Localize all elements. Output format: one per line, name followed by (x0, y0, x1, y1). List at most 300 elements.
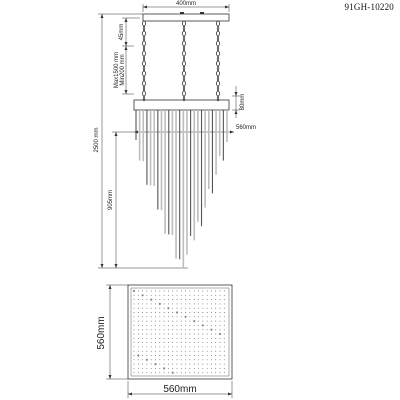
rod-dot (164, 338, 165, 339)
rod-dot (138, 291, 139, 292)
rod-dot (172, 291, 173, 292)
rod-dot (185, 355, 186, 356)
rod-dot (155, 368, 156, 369)
rod-dot (215, 308, 216, 309)
rod-dot (134, 303, 135, 304)
rod-dot (185, 303, 186, 304)
rod-dot (198, 303, 199, 304)
rod-dot (151, 303, 152, 304)
rod-dot (211, 338, 212, 339)
rod-dot (198, 372, 199, 373)
rod-dot (159, 334, 160, 335)
rod-dot (159, 372, 160, 373)
rod-dot (224, 368, 225, 369)
rod-dot (194, 312, 195, 313)
rod-dot (142, 329, 143, 330)
rod-dot (194, 325, 195, 326)
rod-dot (198, 325, 199, 326)
rod-dot (151, 329, 152, 330)
rod-dot (172, 303, 173, 304)
rod-dot (154, 363, 156, 365)
rod-dot (155, 342, 156, 343)
rod-dot (215, 334, 216, 335)
rod-dot (202, 324, 204, 326)
rod-dot (185, 325, 186, 326)
rod-dot (146, 303, 147, 304)
rod-dot (168, 299, 169, 300)
rod-dot (146, 342, 147, 343)
rod-dot (146, 316, 147, 317)
rod-dot (220, 368, 221, 369)
rod-dot (211, 342, 212, 343)
rod-dot (134, 299, 135, 300)
rod-dot (181, 338, 182, 339)
rod-dot (168, 316, 169, 317)
rod-dot (220, 346, 221, 347)
rod-dot (215, 338, 216, 339)
rod-dot (142, 294, 144, 296)
rod-dot (224, 291, 225, 292)
rod-dot (181, 325, 182, 326)
rod-dot (224, 312, 225, 313)
rod-dot (151, 325, 152, 326)
rod-dot (202, 364, 203, 365)
rod-dot (220, 316, 221, 317)
rod-dot (155, 295, 156, 296)
rod-dot (185, 351, 186, 352)
rod-dot (159, 364, 160, 365)
rod-dot (224, 321, 225, 322)
top-view (106, 285, 232, 398)
rod-dot (172, 355, 173, 356)
rod-dot (215, 355, 216, 356)
rod-dot (168, 295, 169, 296)
rod-dot (172, 334, 173, 335)
rod-dot (207, 303, 208, 304)
rod-dot (142, 368, 143, 369)
rod-dot (215, 321, 216, 322)
rod-dot (220, 312, 221, 313)
rod-dot (151, 364, 152, 365)
rod-dot (194, 359, 195, 360)
rod-dot (215, 351, 216, 352)
rod-dot (134, 359, 135, 360)
rod-dot (151, 312, 152, 313)
canopy (143, 14, 229, 21)
top-view-square (128, 285, 232, 379)
rod-dot (202, 368, 203, 369)
rod-dot (220, 359, 221, 360)
rod-dot (194, 308, 195, 309)
rod-dot (181, 372, 182, 373)
rod-dot (159, 316, 160, 317)
rod-dot (168, 372, 169, 373)
rod-dot (181, 342, 182, 343)
rod-dot (202, 299, 203, 300)
rod-dot (207, 334, 208, 335)
rod-dot (220, 355, 221, 356)
rod-dot (189, 359, 190, 360)
rod-dot (151, 334, 152, 335)
rod-dot (151, 372, 152, 373)
rod-dot (211, 372, 212, 373)
rod-dot (207, 312, 208, 313)
rod-dot (177, 372, 178, 373)
rod-dot (155, 325, 156, 326)
rod-dot (189, 351, 190, 352)
rod-dot (155, 338, 156, 339)
rod-dot (215, 372, 216, 373)
rod-dot (215, 342, 216, 343)
rod-dot (207, 355, 208, 356)
rod-dot (185, 312, 186, 313)
top-depth-label: 560mm (96, 316, 107, 350)
rod-dot (151, 338, 152, 339)
rod-dot (207, 364, 208, 365)
rod-dot (142, 316, 143, 317)
rod-dot (155, 321, 156, 322)
rod-dot (198, 355, 199, 356)
rod-dot (159, 355, 160, 356)
rod-dot (224, 303, 225, 304)
rod-dot (177, 329, 178, 330)
rod-dot (167, 307, 169, 309)
rod-dot (207, 325, 208, 326)
rod-dot (202, 291, 203, 292)
rod-dot (168, 368, 169, 369)
rod-dot (164, 364, 165, 365)
rod-dot (189, 338, 190, 339)
rod-dot (142, 364, 143, 365)
rod-dot (133, 290, 135, 292)
rod-dot (168, 291, 169, 292)
rod-dot (138, 338, 139, 339)
rod-dot (151, 355, 152, 356)
rod-dot (215, 359, 216, 360)
rod-dot (172, 308, 173, 309)
rod-dot (189, 329, 190, 330)
rod-dot (142, 299, 143, 300)
rod-dot (202, 295, 203, 296)
rod-dot (142, 346, 143, 347)
rod-dot (134, 372, 135, 373)
rod-dot (189, 346, 190, 347)
rod-dot (151, 346, 152, 347)
rod-dot (194, 303, 195, 304)
rod-dot (215, 346, 216, 347)
rod-dot (215, 329, 216, 330)
rod-dot (146, 295, 147, 296)
rod-dot (172, 316, 173, 317)
rod-dot (146, 346, 147, 347)
rod-dot (134, 338, 135, 339)
model-number: 91GH-10220 (344, 2, 394, 12)
rod-dot (177, 291, 178, 292)
rod-dot (172, 312, 173, 313)
rod-dot (181, 346, 182, 347)
rod-dot (142, 338, 143, 339)
rod-dot (172, 351, 173, 352)
rod-dot (185, 372, 186, 373)
rod-dot (150, 299, 152, 301)
rod-dot (134, 329, 135, 330)
rod-dot (155, 372, 156, 373)
rod-dot (198, 364, 199, 365)
rod-dot (198, 316, 199, 317)
rod-dot (220, 303, 221, 304)
rod-dot (177, 299, 178, 300)
rod-dot (172, 299, 173, 300)
rod-dot (211, 355, 212, 356)
rod-dot (159, 359, 160, 360)
rod-dot (138, 351, 139, 352)
rod-dot (134, 321, 135, 322)
rod-dot (224, 351, 225, 352)
rod-dot (138, 316, 139, 317)
rod-dot (198, 351, 199, 352)
rod-dot (189, 299, 190, 300)
rod-dot (142, 359, 143, 360)
rod-dot (224, 364, 225, 365)
rod-dot (185, 299, 186, 300)
rod-dot (159, 312, 160, 313)
rod-dot (164, 291, 165, 292)
rod-dot (146, 368, 147, 369)
rod-dot (138, 364, 139, 365)
rod-dot (215, 312, 216, 313)
rod-dot (224, 372, 225, 373)
rod-dot (159, 308, 160, 309)
rod-dot (215, 368, 216, 369)
chain-max-label: Max1500 mm (114, 51, 120, 89)
rod-dot (202, 359, 203, 360)
rod-dot (185, 334, 186, 335)
rod-dot (155, 299, 156, 300)
rod-dot (185, 316, 187, 318)
rod-dot (185, 359, 186, 360)
rod-dot (198, 321, 199, 322)
chain (216, 21, 219, 101)
rod-dot (138, 368, 139, 369)
rod-dot (220, 321, 221, 322)
rod-dot (138, 359, 139, 360)
rod-dot (211, 295, 212, 296)
rod-dot (181, 291, 182, 292)
rod-dot (211, 312, 212, 313)
rod-dot (172, 368, 173, 369)
chain (142, 21, 145, 101)
rod-dot (134, 308, 135, 309)
rod-dot (202, 351, 203, 352)
rod-dot (134, 312, 135, 313)
rod-dot (146, 325, 147, 326)
rod-dot (164, 346, 165, 347)
rod-dot (181, 329, 182, 330)
rod-dot (168, 321, 169, 322)
rod-dot (164, 325, 165, 326)
rod-dot (202, 316, 203, 317)
chain (182, 21, 185, 101)
rod-dot (155, 308, 156, 309)
rod-dot (224, 346, 225, 347)
rod-dot (220, 364, 221, 365)
rod-dot (146, 359, 148, 361)
rod-dot (194, 299, 195, 300)
rod-dot (164, 329, 165, 330)
rod-dot (177, 359, 178, 360)
rod-dot (138, 325, 139, 326)
rod-dot (172, 359, 173, 360)
rod-dot (207, 368, 208, 369)
rod-dot (198, 329, 199, 330)
rod-dot (211, 364, 212, 365)
rod-dot (220, 308, 221, 309)
rod-dot (224, 342, 225, 343)
rod-dot (177, 308, 178, 309)
rod-dot (185, 308, 186, 309)
rod-dot (202, 308, 203, 309)
rod-dot (177, 355, 178, 356)
canopy-height-label: 45mm (119, 23, 125, 41)
rod-dot (194, 295, 195, 296)
rod-dot (151, 321, 152, 322)
rod-dot (155, 316, 156, 317)
rod-dot (164, 351, 165, 352)
rod-dot (146, 329, 147, 330)
rod-dot (224, 316, 225, 317)
rod-dot (194, 372, 195, 373)
rod-dot (224, 299, 225, 300)
rod-dot (194, 368, 195, 369)
rod-dot (168, 351, 169, 352)
rod-dot (177, 338, 178, 339)
rod-dot (138, 342, 139, 343)
rod-dot (207, 346, 208, 347)
rod-dot (164, 359, 165, 360)
rod-dot (189, 355, 190, 356)
rod-dot (202, 334, 203, 335)
rod-dot (159, 303, 161, 305)
rod-dot (215, 295, 216, 296)
rod-dot (207, 329, 208, 330)
rod-dot (194, 342, 195, 343)
rod-dot (207, 299, 208, 300)
rod-dot (138, 372, 139, 373)
rod-dot (146, 372, 147, 373)
rod-dot (177, 334, 178, 335)
rod-dot (194, 334, 195, 335)
rod-dot (146, 364, 147, 365)
rod-dot (146, 351, 147, 352)
top-width-label: 560mm (163, 384, 197, 395)
rod-dot (198, 312, 199, 313)
rod-dot (207, 338, 208, 339)
rod-dot (207, 372, 208, 373)
rod-dot (172, 364, 173, 365)
rod-dot (168, 312, 169, 313)
rod-dot (134, 351, 135, 352)
rod-dot (151, 291, 152, 292)
rod-dot (146, 355, 147, 356)
rod-dot (211, 368, 212, 369)
rod-dot (155, 329, 156, 330)
rod-dot (189, 308, 190, 309)
rod-dot (198, 334, 199, 335)
rod-dot (164, 316, 165, 317)
rod-dot (181, 308, 182, 309)
rod-dot (134, 295, 135, 296)
rod-dot (142, 308, 143, 309)
rod-dot (159, 368, 160, 369)
rod-dot (164, 295, 165, 296)
rod-dot (142, 351, 143, 352)
rod-dot (220, 325, 221, 326)
rod-dot (181, 299, 182, 300)
rod-dot (142, 355, 143, 356)
rod-dot (210, 329, 212, 331)
rod-dot (207, 351, 208, 352)
rod-dot (159, 342, 160, 343)
rod-dot (168, 359, 169, 360)
rod-dot (172, 338, 173, 339)
rod-dot (189, 321, 190, 322)
rod-dot (159, 299, 160, 300)
rod-dot (168, 364, 169, 365)
rod-dot (207, 295, 208, 296)
rod-dot (189, 312, 190, 313)
rod-dot (211, 321, 212, 322)
rod-dot (164, 312, 165, 313)
rod-dot (207, 359, 208, 360)
rod-dot (211, 303, 212, 304)
rod-dot (193, 320, 195, 322)
chain-min-label: Min200 mm (120, 54, 126, 86)
rod-dot (181, 303, 182, 304)
rod-dot (177, 295, 178, 296)
rod-dot (138, 312, 139, 313)
rod-dot (198, 359, 199, 360)
rod-dot (142, 303, 143, 304)
rod-dot (181, 355, 182, 356)
rod-dot (168, 355, 169, 356)
rod-dot (198, 299, 199, 300)
rod-dot (185, 295, 186, 296)
rod-dot (224, 338, 225, 339)
rod-dot (198, 346, 199, 347)
rod-dot (159, 329, 160, 330)
rod-dot (134, 342, 135, 343)
rod-dot (215, 303, 216, 304)
rod-dot (211, 346, 212, 347)
rod-dot (134, 368, 135, 369)
rod-dot (185, 368, 186, 369)
rod-dot (142, 334, 143, 335)
rod-dot (164, 308, 165, 309)
rod-dot (142, 321, 143, 322)
rod-dot (163, 367, 165, 369)
rod-dot (189, 372, 190, 373)
rod-dot (194, 338, 195, 339)
rod-dot (185, 338, 186, 339)
rod-dot (220, 372, 221, 373)
rod-dot (155, 312, 156, 313)
crystal-height-label: 905mm (108, 189, 114, 211)
body-top (134, 100, 229, 110)
rod-dot (202, 303, 203, 304)
rod-dot (138, 303, 139, 304)
rod-dot (146, 299, 147, 300)
rod-dot (159, 338, 160, 339)
